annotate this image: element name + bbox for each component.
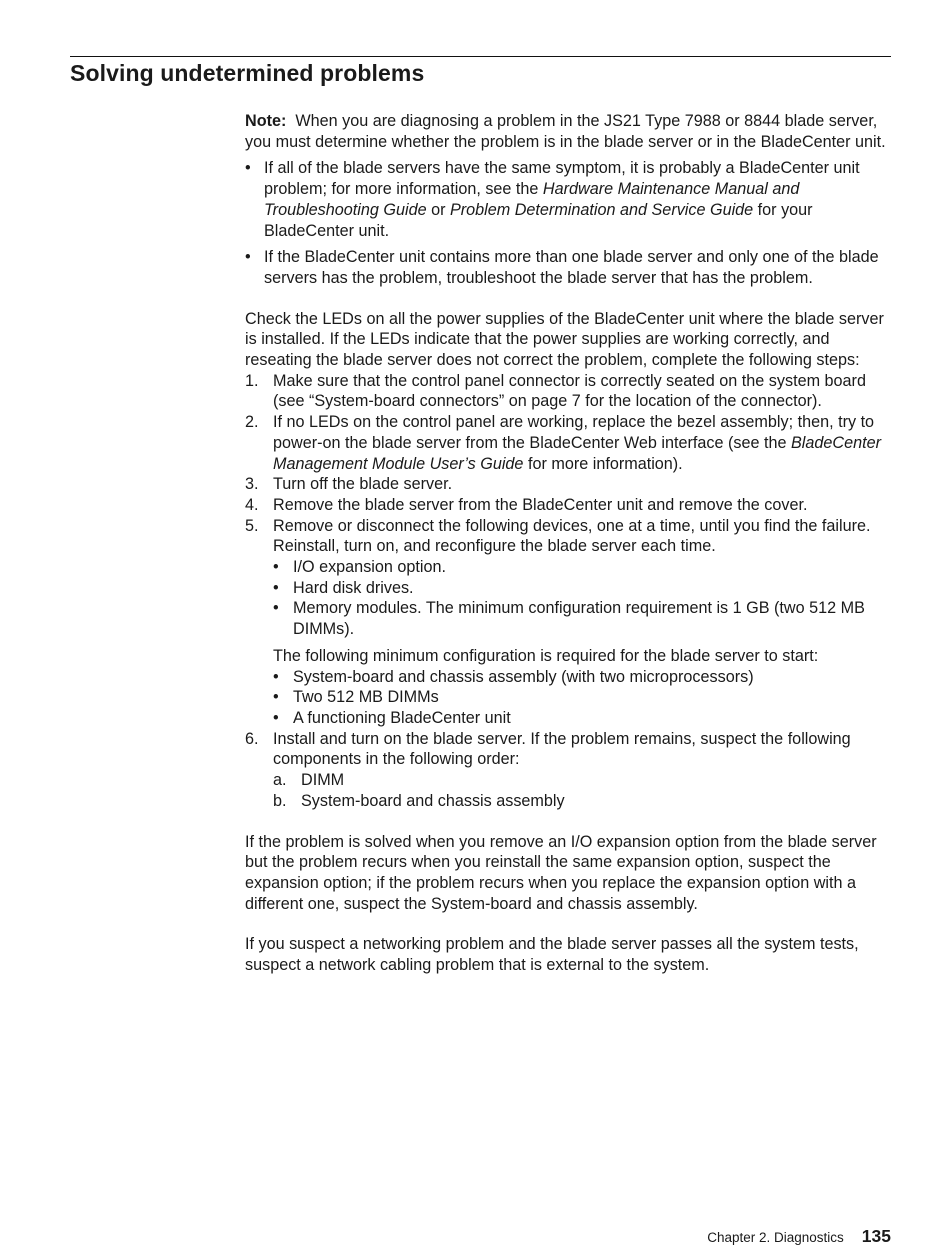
bullet-glyph: • bbox=[245, 159, 251, 178]
bullet-glyph: • bbox=[245, 248, 251, 267]
list-item: • A functioning BladeCenter unit bbox=[273, 708, 511, 727]
section-rule bbox=[70, 56, 891, 57]
manual-reference: BladeCenter Management Module User’s Guide bbox=[273, 433, 881, 473]
step-item: 4. Remove the blade server from the BladeCenter unit and remove the cover. bbox=[245, 495, 808, 514]
section-heading: Solving undetermined problems bbox=[70, 60, 425, 86]
list-item: • If all of the blade servers have the same symptom, it is probably a BladeCenter unit problem; for more information, see the Hardware Maintenance Manual and Troubleshooting Guide or Problem Determination and Service Guide for your BladeCenter unit. bbox=[245, 159, 860, 240]
network-paragraph: If you suspect a networking problem and the blade server passes all the system tests, suspect a network cabling problem that is external to the system. bbox=[245, 935, 859, 975]
list-item: • I/O expansion option. bbox=[273, 558, 446, 577]
list-item: a. DIMM bbox=[273, 771, 345, 790]
manual-reference: Hardware Maintenance Manual and Troubleshooting Guide bbox=[264, 180, 800, 219]
step-item: 1. Make sure that the control panel connector is correctly seated on the system board (see “System-board connectors” on page 7 for the location of the connector). bbox=[245, 371, 866, 411]
chapter-label: Chapter 2. Diagnostics bbox=[707, 1230, 844, 1245]
note-text: When you are diagnosing a problem in the JS21 Type 7988 or 8844 blade server, you must determine whether the problem is in the blade server or in the BladeCenter unit. bbox=[245, 112, 886, 151]
step-item: 6. Install and turn on the blade server. If the problem remains, suspect the following components in the following order: a. DIMM b. System-board and chassis assembly bbox=[245, 729, 893, 812]
manual-reference: Problem Determination and Service Guide bbox=[449, 200, 754, 219]
list-item: • If the BladeCenter unit contains more than one blade server and only one of the blade servers has the problem, troubleshoot the blade server that has the problem. bbox=[245, 248, 879, 287]
list-item: • System-board and chassis assembly (with two microprocessors) bbox=[273, 667, 754, 686]
io-expansion-paragraph: If the problem is solved when you remove an I/O expansion option from the blade server but the problem recurs when you reinstall the same expansion option, suspect the expansion option; if the problem recurs when you replace the expansion option with a different one, suspect the System-board and chassis assembly. bbox=[245, 832, 877, 913]
list-item: • Memory modules. The minimum configuration requirement is 1 GB (two 512 MB DIMMs). bbox=[273, 599, 865, 639]
list-item: • Two 512 MB DIMMs bbox=[273, 688, 439, 707]
min-config-intro: The following minimum configuration is required for the blade server to start: bbox=[273, 646, 819, 665]
page-number: 135 bbox=[861, 1226, 891, 1246]
note-label: Note: bbox=[245, 112, 287, 130]
step-item: 5. Remove or disconnect the following devices, one at a time, until you find the failure. Reinstall, turn on, and reconfigure the blade server each time. • I/O expansion option. • Hard disk drives. • Memory modules. The minimum configuration requirement is 1 GB (two 512 MB DIMMs). The following minimum configuration is required for the blade server to start: • System-board and chassis assembly (with two microprocessors) • Two 512 MB DIMMs • A functioning BladeCenter unit bbox=[245, 516, 893, 729]
note-paragraph bbox=[245, 111, 893, 152]
page-body bbox=[245, 111, 893, 976]
list-item: • Hard disk drives. bbox=[273, 578, 414, 597]
step-item: 3. Turn off the blade server. bbox=[245, 475, 453, 494]
intro-paragraph: Check the LEDs on all the power supplies of the BladeCenter unit where the blade server is installed. If the LEDs indicate that the power supplies are working correctly, and reseating the blade server does not correct the problem, complete the following steps: bbox=[245, 309, 884, 370]
page-footer bbox=[707, 1226, 891, 1247]
list-item: b. System-board and chassis assembly bbox=[273, 791, 565, 810]
step-item: 2. If no LEDs on the control panel are working, replace the bezel assembly; then, try to power-on the blade server from the BladeCenter Web interface (see the BladeCenter Management Module User’s Guide for more information). bbox=[245, 413, 881, 473]
